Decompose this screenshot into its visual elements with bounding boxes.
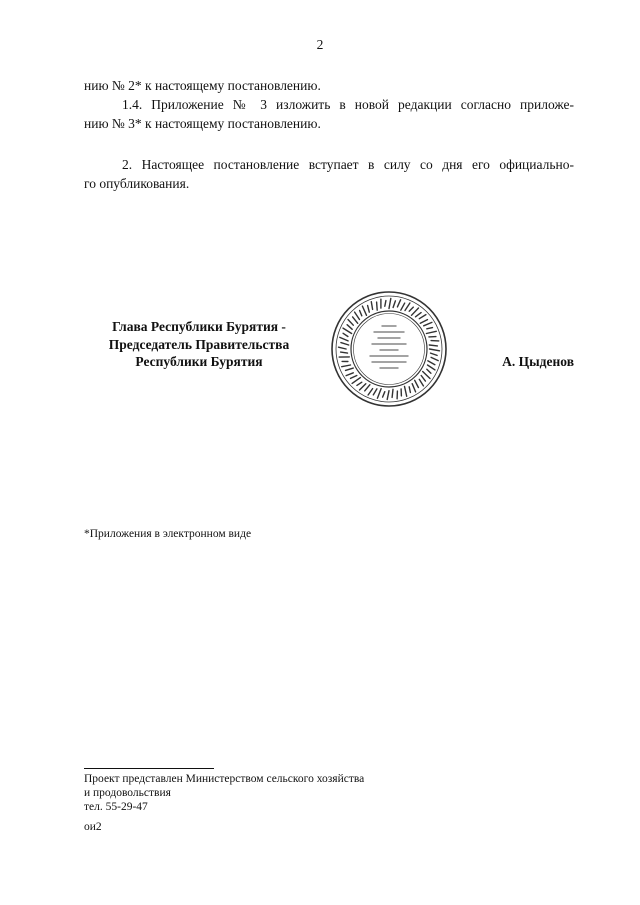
seal-lettering-mark (351, 376, 357, 379)
seal-lettering-mark (362, 306, 366, 315)
seal-lettering-mark (346, 368, 354, 370)
seal-lettering-mark (429, 345, 437, 346)
document-code: ои2 (84, 821, 102, 833)
seal-lettering-mark (343, 328, 352, 333)
paragraph-line: нию № 3* к настоящему постановлению. (84, 116, 321, 131)
paragraph-line: 1.4. Приложение № 3 изложить в новой редакции согласно приложе- (122, 97, 574, 112)
seal-lettering-mark (377, 302, 378, 310)
seal-lettering-mark (339, 347, 347, 349)
seal-lettering-mark (419, 315, 426, 319)
signatory-title-line: Республики Бурятия (135, 354, 263, 369)
seal-lettering-mark (409, 307, 413, 311)
seal-lettering-mark (430, 349, 440, 351)
seal-lettering-mark (360, 311, 362, 316)
seal-lettering-mark (427, 328, 433, 329)
seal-lettering-mark (389, 299, 391, 309)
seal-lettering-mark (353, 317, 358, 323)
seal-lettering-mark (393, 301, 395, 308)
seal-lettering-mark (412, 384, 415, 392)
footer-line: и продовольствия (84, 787, 171, 799)
seal-lettering-mark (371, 302, 372, 310)
seal-lettering-mark (368, 389, 373, 395)
seal-lettering-mark (385, 301, 386, 307)
seal-lettering-mark (340, 337, 348, 341)
paragraph-line: го опубликования. (84, 176, 190, 191)
seal-lettering-mark (357, 382, 362, 385)
appendix-footnote: *Приложения в электронном виде (84, 528, 252, 540)
seal-lettering-mark (415, 380, 419, 387)
seal-lettering-mark (409, 387, 410, 393)
seal-lettering-mark (412, 308, 419, 315)
seal-lettering-mark (341, 343, 349, 345)
signatory-title-line: Глава Республики Бурятия - (112, 319, 286, 334)
seal-lettering-mark (421, 376, 425, 382)
paragraph-item-2 (84, 155, 574, 193)
seal-lettering-mark (365, 385, 370, 391)
seal-lettering-mark (405, 386, 407, 396)
seal-lettering-mark (431, 357, 438, 360)
seal-lettering-mark (424, 322, 432, 325)
footer-info (84, 772, 364, 814)
seal-lettering-mark (431, 353, 438, 355)
seal-lettering-mark (423, 372, 430, 379)
seal-lettering-mark (387, 391, 389, 400)
footer-line: Проект представлен Министерством сельского хозяйства (84, 773, 365, 785)
seal-lettering-mark (420, 320, 427, 324)
seal-lettering-mark (397, 300, 400, 307)
seal-lettering-mark (347, 325, 352, 330)
seal-lettering-mark (405, 303, 410, 311)
paragraph-item-1-4 (84, 95, 574, 133)
seal-lettering-mark (416, 313, 422, 317)
seal-lettering-mark (355, 312, 360, 319)
paragraph-line: нию № 2* к настоящему постановлению. (84, 78, 321, 93)
paragraph-line: 2. Настоящее постановление вступает в силу со дня его официально- (122, 157, 574, 172)
paragraph-continuation (84, 76, 574, 95)
seal-lettering-mark (348, 320, 353, 326)
seal-lettering-mark (346, 373, 353, 376)
signatory-title (84, 318, 314, 371)
seal-lettering-mark (377, 389, 381, 399)
official-seal-icon (330, 290, 448, 408)
seal-lettering-mark (360, 384, 366, 390)
seal-lettering-mark (342, 365, 351, 367)
seal-lettering-mark (368, 306, 370, 313)
signatory-name: А. Цыденов (502, 354, 574, 369)
seal-lettering-mark (392, 389, 393, 397)
seal-lettering-mark (426, 331, 436, 333)
seal-lettering-mark (428, 365, 436, 370)
seal-lettering-mark (419, 379, 423, 386)
seal-lettering-mark (373, 389, 377, 395)
footer-divider (84, 768, 214, 769)
seal-lettering-mark (352, 378, 360, 384)
seal-lettering-mark (428, 361, 435, 365)
footer-phone: тел. 55-29-47 (84, 801, 148, 813)
seal-lettering-mark (383, 392, 385, 397)
seal-lettering-mark (427, 369, 431, 373)
seal-lettering-mark (401, 303, 405, 310)
seal-lettering-mark (343, 333, 348, 336)
page-number: 2 (316, 37, 324, 52)
signatory-title-line: Председатель Правительства (108, 336, 290, 352)
seal-lettering-mark (341, 352, 348, 353)
